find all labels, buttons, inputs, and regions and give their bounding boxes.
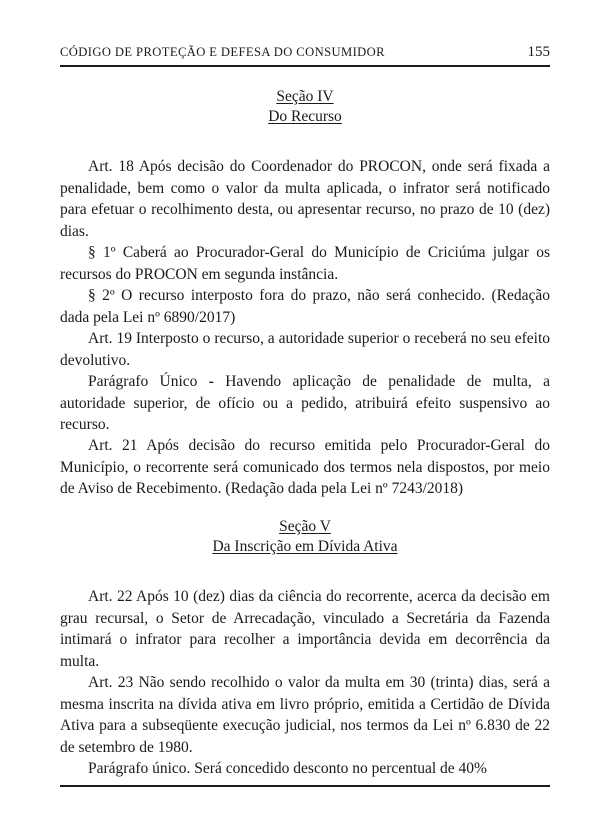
section-title: Seção IV <box>276 88 334 105</box>
paragrafo-unico-desconto: Parágrafo único. Será concedido desconto no percentual de 40% <box>88 760 487 777</box>
section-heading-v <box>60 517 550 557</box>
article-22: Art. 22 Após 10 (dez) dias da ciência do recorrente, acerca da decisão em grau recursal, o Setor de Arrecadação, vinculado a Secretária da Fazenda intimará o infrator para recolher a importância devida em decorrência da multa. <box>60 588 550 670</box>
page-number: 155 <box>527 44 550 60</box>
paragrafo-unico-dash: - <box>197 373 226 390</box>
section-heading-iv <box>60 87 550 127</box>
paragraph-2: § 2º O recurso interposto fora do prazo, não será conhecido. (Redação dada pela Lei nº 6890/2017) <box>60 287 550 326</box>
running-title: CÓDIGO DE PROTEÇÃO E DEFESA DO CONSUMIDOR <box>60 45 385 59</box>
article-23: Art. 23 Não sendo recolhido o valor da multa em 30 (trinta) dias, será a mesma inscrita na dívida ativa em livro próprio, emitida a Certidão de Dívida Ativa para a subseqüente execução judicial, nos termos da Lei nº 6.830 de 22 de setembro de 1980. <box>60 674 550 756</box>
article-18: Art. 18 Após decisão do Coordenador do PROCON, onde será fixada a penalidade, bem como o valor da multa aplicada, o infrator será notificado para efetuar o recolhimento desta, ou apresentar recurso, no prazo de 10 (dez) dias. <box>60 158 550 240</box>
header-rule <box>60 65 550 67</box>
section-subtitle: Do Recurso <box>268 108 342 125</box>
footer-rule <box>60 785 550 787</box>
paragrafo-unico-lead: Parágrafo Único <box>88 373 198 390</box>
section-title: Seção V <box>279 518 331 535</box>
paragrafo-unico-text: Havendo aplicação de penalidade de multa, a autoridade superior, de ofício ou a pedido, atribuirá efeito suspensivo ao recurso. <box>60 373 550 433</box>
paragrafo-unico-recurso <box>60 371 550 436</box>
article-21: Art. 21 Após decisão do recurso emitida pelo Procurador-Geral do Município, o recorrente será comunicado dos termos nela dispostos, por meio de Aviso de Recebimento. (Redação dada pela Lei nº 7243/2018) <box>60 437 550 497</box>
paragraph-1: § 1º Caberá ao Procurador-Geral do Município de Criciúma julgar os recursos do PROCON em segunda instância. <box>60 244 550 283</box>
section-subtitle: Da Inscrição em Dívida Ativa <box>212 538 398 555</box>
article-19: Art. 19 Interposto o recurso, a autoridade superior o receberá no seu efeito devolutivo. <box>60 330 550 369</box>
page-header <box>60 40 550 64</box>
